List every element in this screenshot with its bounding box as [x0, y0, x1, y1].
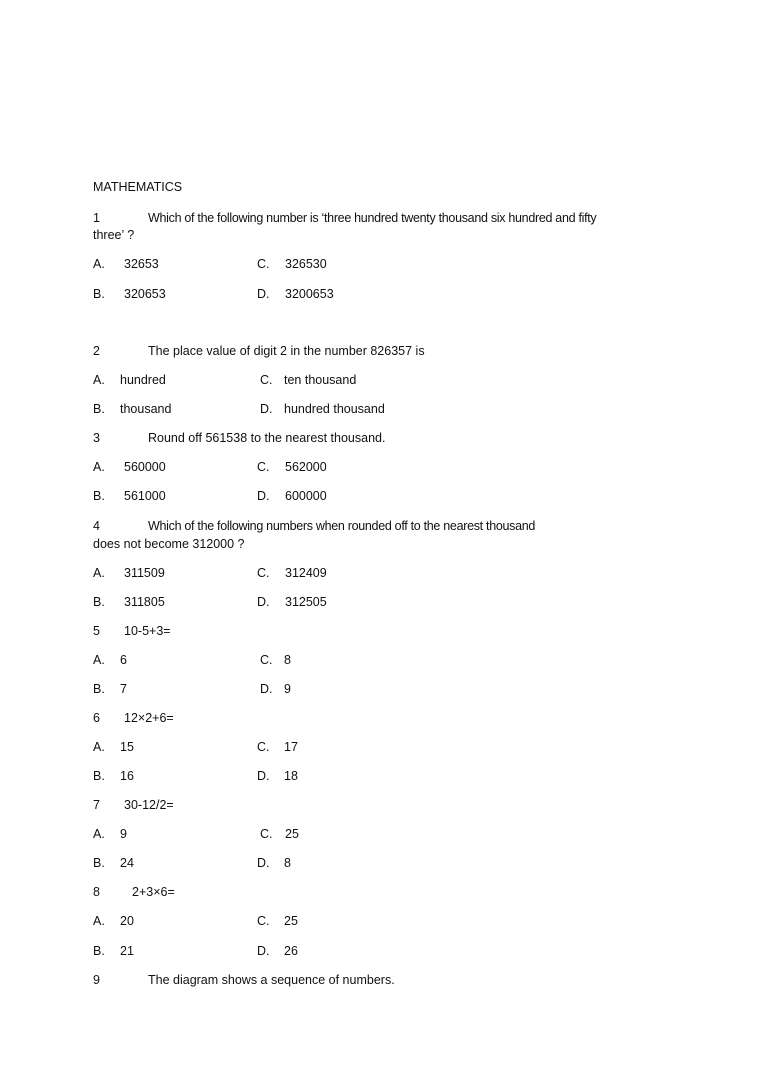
q8-option-b: 21 — [120, 944, 134, 958]
q1-text-line1: Which of the following number is ‘three hundred twenty thousand six hundred and fifty — [148, 211, 597, 225]
q2-option-a: hundred — [120, 373, 166, 387]
q4-option-a: 311509 — [124, 566, 165, 580]
q7-option-a: 9 — [120, 827, 127, 841]
q6-option-b: 16 — [120, 769, 134, 783]
q8-number: 8 — [93, 885, 100, 899]
q2-option-d-label: D. — [260, 402, 273, 416]
q7-option-d-label: D. — [257, 856, 270, 870]
q2-option-c: ten thousand — [284, 373, 357, 387]
q5-option-a-label: A. — [93, 653, 105, 667]
q3-option-d: 600000 — [285, 489, 327, 503]
q6-option-a: 15 — [120, 740, 134, 754]
q2-option-b: thousand — [120, 402, 172, 416]
q3-option-b: 561000 — [124, 489, 166, 503]
q4-text-line2: does not become 312000 ? — [93, 537, 245, 551]
q6-option-a-label: A. — [93, 740, 105, 754]
q8-text: 2+3×6= — [132, 885, 175, 899]
q3-option-c-label: C. — [257, 460, 270, 474]
q7-option-d: 8 — [284, 856, 291, 870]
q4-number: 4 — [93, 519, 100, 533]
q8-option-b-label: B. — [93, 944, 105, 958]
q6-option-b-label: B. — [93, 769, 105, 783]
q4-text-line1: Which of the following numbers when rounded off to the nearest thousand — [148, 519, 536, 533]
q7-option-c: 25 — [285, 827, 299, 841]
q3-option-a: 560000 — [124, 460, 166, 474]
q2-option-b-label: B. — [93, 402, 105, 416]
q1-option-d-label: D. — [257, 287, 270, 301]
q2-option-d: hundred thousand — [284, 402, 385, 416]
q2-option-a-label: A. — [93, 373, 105, 387]
q6-option-d: 18 — [284, 769, 298, 783]
q8-option-a: 20 — [120, 914, 134, 928]
q9-number: 9 — [93, 973, 100, 987]
q2-text: The place value of digit 2 in the number 826357 is — [148, 344, 425, 358]
q6-number: 6 — [93, 711, 100, 725]
q7-option-b: 24 — [120, 856, 134, 870]
q4-option-b: 311805 — [124, 595, 165, 609]
q5-option-d: 9 — [284, 682, 291, 696]
q7-text: 30-12/2= — [124, 798, 174, 812]
q1-option-c: 326530 — [285, 257, 327, 271]
q1-option-d: 3200653 — [285, 287, 334, 301]
q3-option-d-label: D. — [257, 489, 270, 503]
q4-option-b-label: B. — [93, 595, 105, 609]
q1-option-c-label: C. — [257, 257, 270, 271]
q4-option-d-label: D. — [257, 595, 270, 609]
q2-number: 2 — [93, 344, 100, 358]
q3-text: Round off 561538 to the nearest thousand. — [148, 431, 386, 445]
q8-option-c-label: C. — [257, 914, 270, 928]
q8-option-a-label: A. — [93, 914, 105, 928]
q5-option-b: 7 — [120, 682, 127, 696]
q7-option-b-label: B. — [93, 856, 105, 870]
q4-option-c: 312409 — [285, 566, 327, 580]
q5-option-a: 6 — [120, 653, 127, 667]
q5-option-d-label: D. — [260, 682, 273, 696]
q5-option-c: 8 — [284, 653, 291, 667]
q8-option-d: 26 — [284, 944, 298, 958]
q5-number: 5 — [93, 624, 100, 638]
q4-option-c-label: C. — [257, 566, 270, 580]
q8-option-c: 25 — [284, 914, 298, 928]
q5-option-b-label: B. — [93, 682, 105, 696]
page-title: MATHEMATICS — [93, 180, 183, 194]
q5-option-c-label: C. — [260, 653, 273, 667]
q3-option-b-label: B. — [93, 489, 105, 503]
q6-text: 12×2+6= — [124, 711, 174, 725]
q6-option-c: 17 — [284, 740, 298, 754]
q3-option-a-label: A. — [93, 460, 105, 474]
q1-text-line2: three’ ? — [93, 228, 135, 242]
q7-number: 7 — [93, 798, 100, 812]
q4-option-a-label: A. — [93, 566, 105, 580]
q2-option-c-label: C. — [260, 373, 273, 387]
q3-number: 3 — [93, 431, 100, 445]
q9-text: The diagram shows a sequence of numbers. — [148, 973, 395, 987]
q6-option-c-label: C. — [257, 740, 270, 754]
q1-option-a: 32653 — [124, 257, 159, 271]
q6-option-d-label: D. — [257, 769, 270, 783]
q5-text: 10-5+3= — [124, 624, 171, 638]
q7-option-c-label: C. — [260, 827, 273, 841]
q1-option-b: 320653 — [124, 287, 166, 301]
q3-option-c: 562000 — [285, 460, 327, 474]
q1-number: 1 — [93, 211, 100, 225]
q7-option-a-label: A. — [93, 827, 105, 841]
q1-option-a-label: A. — [93, 257, 105, 271]
q1-option-b-label: B. — [93, 287, 105, 301]
q8-option-d-label: D. — [257, 944, 270, 958]
q4-option-d: 312505 — [285, 595, 327, 609]
